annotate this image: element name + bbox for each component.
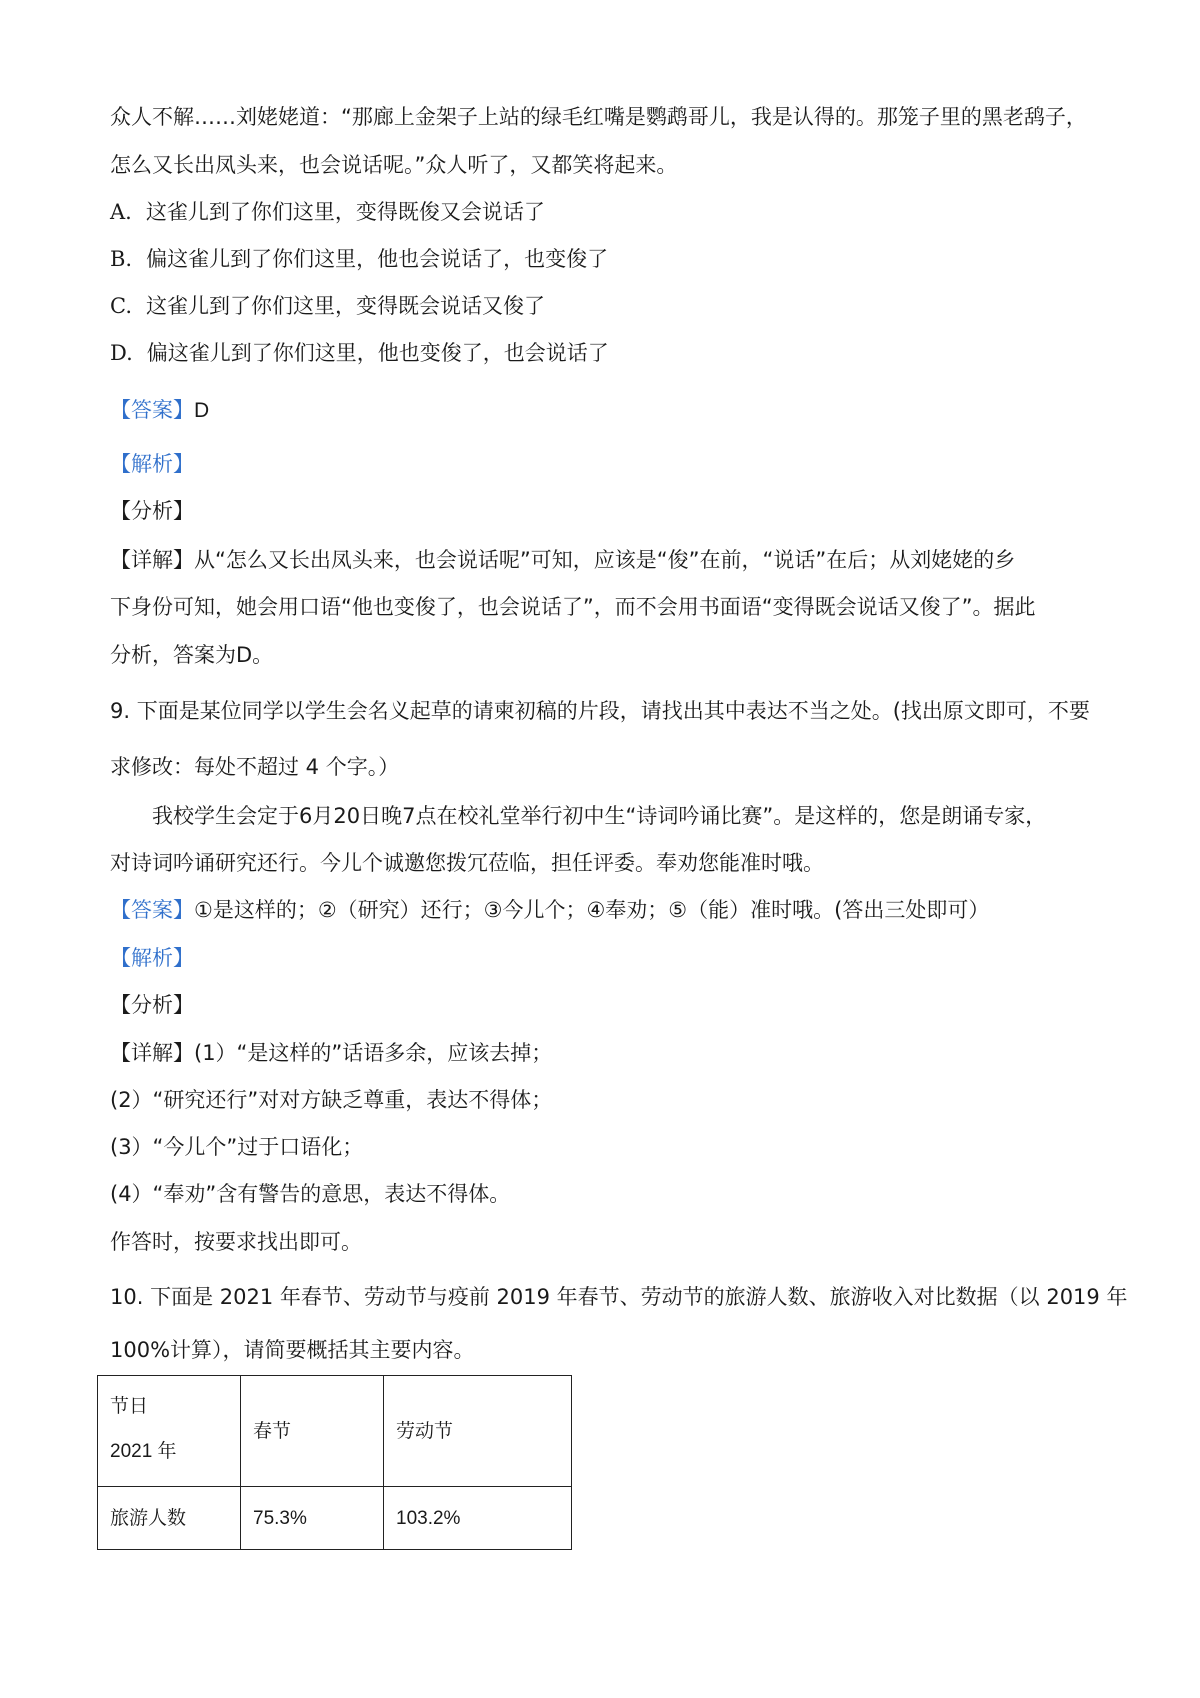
row-label: 旅游人数 bbox=[110, 1507, 187, 1529]
analysis-tag: 【解析】 bbox=[110, 946, 194, 970]
q9-detail-line-5: 作答时，按要求找出即可。 bbox=[110, 1230, 362, 1254]
option-text: 这雀儿到了你们这里，变得既俊又会说话了 bbox=[145, 200, 545, 224]
option-letter: B. bbox=[110, 247, 133, 271]
q8-fenxi: 【分析】 bbox=[110, 499, 194, 523]
labor-value-cell bbox=[384, 1487, 572, 1550]
header-year-label: 2021 年 bbox=[110, 1441, 177, 1462]
q8-analysis-tag bbox=[110, 450, 1110, 478]
header-labor-cell bbox=[384, 1376, 572, 1487]
q8-detail-line-1 bbox=[110, 546, 1110, 574]
option-text: 这雀儿到了你们这里，变得既会说话又俊了 bbox=[146, 294, 545, 318]
detail-tag: 【详解】 bbox=[110, 1041, 194, 1065]
row-label-cell bbox=[98, 1487, 241, 1550]
header-labor: 劳动节 bbox=[396, 1420, 454, 1442]
q9-answer bbox=[110, 896, 1110, 924]
answer-value: ①是这样的；②（研究）还行；③今儿个；④奉劝；⑤（能）准时哦。(答出三处即可） bbox=[194, 898, 990, 922]
option-text: 偏这雀儿到了你们这里，他也会说话了，也变俊了 bbox=[146, 247, 609, 271]
q8-answer bbox=[110, 396, 1110, 425]
q9-detail-line-4: (4）“奉劝”含有警告的意思，表达不得体。 bbox=[110, 1182, 511, 1206]
option-d bbox=[110, 339, 1110, 367]
q9-fenxi: 【分析】 bbox=[110, 993, 194, 1017]
header-spring-cell bbox=[241, 1376, 384, 1487]
q9-passage-line-2: 对诗词吟诵研究还行。今儿个诚邀您拨冗莅临，担任评委。奉劝您能准时哦。 bbox=[110, 851, 824, 875]
q9-detail-line-1 bbox=[110, 1039, 1110, 1067]
analysis-tag: 【解析】 bbox=[110, 452, 194, 476]
answer-tag: 【答案】 bbox=[110, 398, 194, 422]
option-letter: C. bbox=[110, 294, 132, 318]
answer-tag: 【答案】 bbox=[110, 898, 194, 922]
q9-title-line-2: 求修改：每处不超过 4 个字。） bbox=[110, 755, 400, 779]
q9-passage-line-1: 我校学生会定于6月20日晚7点在校礼堂举行初中生“诗词吟诵比赛”。是这样的，您是朗诵专家， bbox=[152, 804, 1047, 828]
option-text: 偏这雀儿到了你们这里，他也变俊了，也会说话了 bbox=[146, 341, 609, 365]
q8-detail-line-2: 下身份可知，她会用口语“他也变俊了，也会说话了”，而不会用书面语“变得既会说话又俊了”。据此 bbox=[110, 595, 1036, 619]
option-letter: A. bbox=[110, 200, 132, 224]
option-b bbox=[110, 245, 1110, 273]
q9-analysis-tag bbox=[110, 944, 1110, 972]
q10-title-line-2: 100%计算），请简要概括其主要内容。 bbox=[110, 1338, 475, 1362]
spring-value-cell bbox=[241, 1487, 384, 1550]
answer-value: D bbox=[194, 399, 210, 422]
header-festival-label: 节日 bbox=[110, 1395, 149, 1417]
q9-detail-line-2: (2）“研究还行”对对方缺乏尊重，表达不得体； bbox=[110, 1088, 553, 1112]
table-corner-cell bbox=[98, 1376, 241, 1487]
table-row bbox=[98, 1487, 572, 1550]
passage-line-2: 怎么又长出凤头来，也会说话呢。”众人听了，又都笑将起来。 bbox=[110, 153, 678, 177]
q9-title-line-1: 9. 下面是某位同学以学生会名义起草的请柬初稿的片段，请找出其中表达不当之处。(找出原文即可，不要 bbox=[110, 699, 1090, 723]
detail-text: 从“怎么又长出凤头来，也会说话呢”可知，应该是“俊”在前，“说话”在后；从刘姥姥的乡 bbox=[194, 548, 1016, 572]
header-spring: 春节 bbox=[253, 1420, 292, 1442]
detail-text: (1）“是这样的”话语多余，应该去掉； bbox=[194, 1041, 553, 1065]
tourism-table bbox=[97, 1375, 572, 1550]
option-letter: D. bbox=[110, 341, 133, 365]
option-a bbox=[110, 198, 1110, 226]
labor-value: 103.2% bbox=[396, 1507, 461, 1529]
q9-detail-line-3: (3）“今儿个”过于口语化； bbox=[110, 1135, 364, 1159]
detail-tag: 【详解】 bbox=[110, 548, 194, 572]
spring-value: 75.3% bbox=[253, 1507, 307, 1529]
q10-title-line-1: 10. 下面是 2021 年春节、劳动节与疫前 2019 年春节、劳动节的旅游人数、旅游收入对比数据（以 2019 年 bbox=[110, 1285, 1128, 1309]
passage-line-1: 众人不解……刘姥姥道：“那廊上金架子上站的绿毛红嘴是鹦鹉哥儿，我是认得的。那笼子里的黑老鸹子， bbox=[110, 105, 1087, 129]
option-c bbox=[110, 292, 1110, 320]
q8-detail-line-3: 分析，答案为D。 bbox=[110, 643, 274, 667]
table-header-row bbox=[98, 1376, 572, 1487]
